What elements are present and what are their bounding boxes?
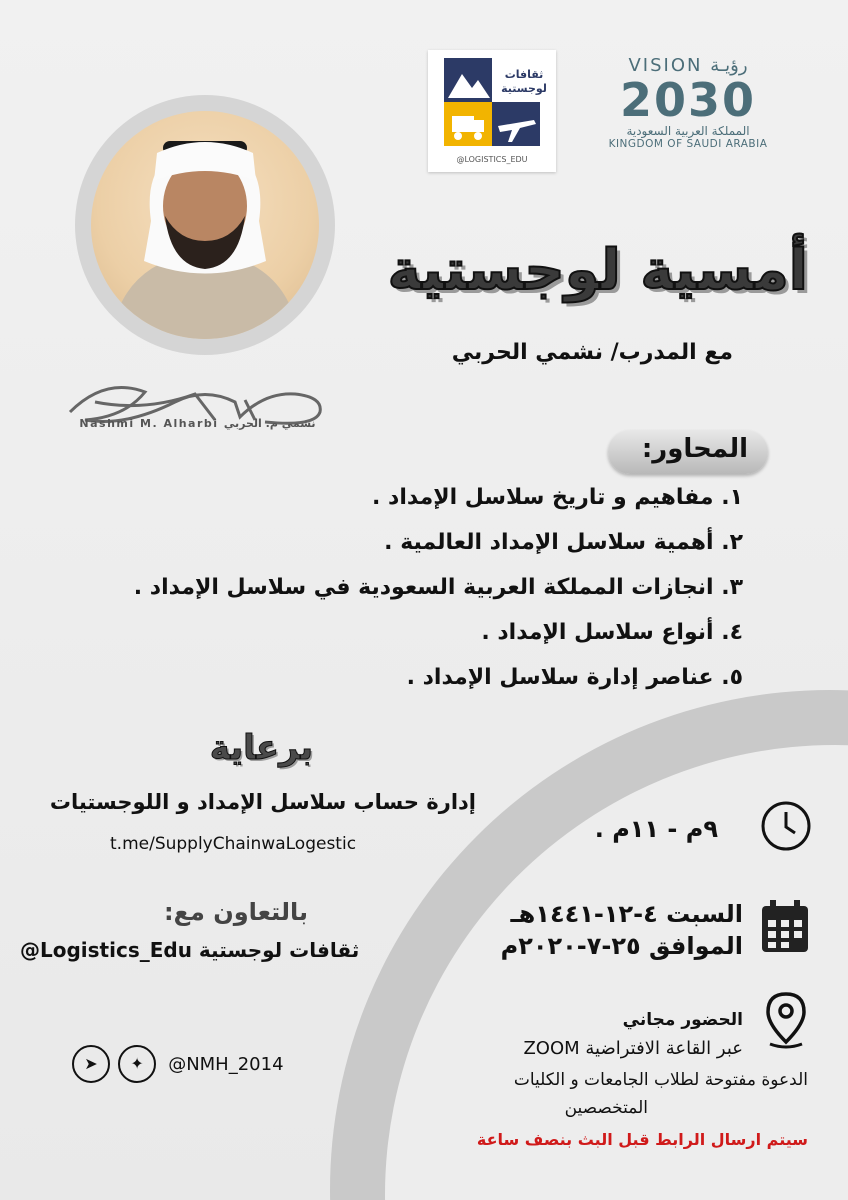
twitter-icon[interactable]: ✦ bbox=[118, 1045, 156, 1083]
topic-item: ٣. انجازات المملكة العربية السعودية في سلاسل الإمداد . bbox=[133, 575, 743, 600]
link-note: سيتم ارسال الرابط قبل البث بنصف ساعة bbox=[476, 1130, 808, 1149]
invite-line: المتخصصين bbox=[564, 1098, 648, 1118]
speaker-illustration bbox=[91, 111, 319, 339]
vision-label: VISION رؤيـة bbox=[628, 55, 748, 76]
sponsor-link[interactable]: t.me/SupplyChainwaLogestic bbox=[110, 834, 357, 854]
telegram-icon[interactable]: ➤ bbox=[72, 1045, 110, 1083]
calendar-icon bbox=[760, 898, 810, 954]
collab-handle[interactable]: @Logistics_Edu bbox=[20, 938, 192, 962]
event-date-gregorian: الموافق ٢٥-٧-٢٠٢٠م bbox=[500, 932, 743, 960]
logistics-logo bbox=[428, 50, 556, 172]
poster-title: أمسية لوجستية bbox=[387, 238, 808, 303]
signature-logo bbox=[65, 372, 330, 442]
logistics-logo-graphic bbox=[428, 50, 556, 172]
sponsor-heading: برعاية bbox=[209, 728, 313, 768]
social-links bbox=[72, 1045, 284, 1083]
collab-name: ثقافات لوجستية bbox=[198, 938, 360, 962]
attendance-info: الحضور مجاني bbox=[622, 1010, 743, 1030]
speaker-photo bbox=[91, 111, 319, 339]
clock-icon bbox=[760, 800, 812, 852]
vision-2030-logo bbox=[588, 55, 788, 165]
logo-handle: @LOGISTICS_EDU bbox=[456, 155, 528, 164]
trainer-name: مع المدرب/ نشمي الحربي bbox=[451, 340, 733, 365]
signature-text: Nashmi M. Alharbi نشمي م. الحربي bbox=[79, 417, 316, 430]
invite-line: الدعوة مفتوحة لطلاب الجامعات و الكليات bbox=[513, 1070, 808, 1090]
event-date-hijri: السبت ٤-١٢-١٤٤١هـ bbox=[510, 900, 743, 928]
topic-item: ٥. عناصر إدارة سلاسل الإمداد . bbox=[406, 665, 743, 690]
topic-item: ١. مفاهيم و تاريخ سلاسل الإمداد . bbox=[372, 485, 743, 510]
location-pin-icon bbox=[762, 990, 810, 1050]
sponsor-name: إدارة حساب سلاسل الإمداد و اللوجستيات bbox=[49, 790, 476, 814]
topic-item: ٤. أنواع سلاسل الإمداد . bbox=[481, 620, 743, 645]
collab-line bbox=[20, 938, 359, 962]
logo-name-line1: ثقافات bbox=[504, 68, 544, 81]
vision-arabic: المملكة العربية السعودية bbox=[626, 124, 750, 138]
platform-info: عبر القاعة الافتراضية ZOOM bbox=[523, 1038, 743, 1059]
topic-item: ٢. أهمية سلاسل الإمداد العالمية . bbox=[384, 530, 743, 555]
event-time: ٩م - ١١م . bbox=[594, 815, 718, 843]
collab-heading: بالتعاون مع: bbox=[164, 898, 308, 926]
logo-name-line2: لوجستية bbox=[501, 82, 547, 95]
vision-year: 2030 bbox=[619, 73, 757, 127]
vision-english: KINGDOM OF SAUDI ARABIA bbox=[608, 138, 768, 150]
topics-label: المحاور: bbox=[641, 434, 748, 464]
social-handle[interactable]: @NMH_2014 bbox=[168, 1053, 284, 1075]
